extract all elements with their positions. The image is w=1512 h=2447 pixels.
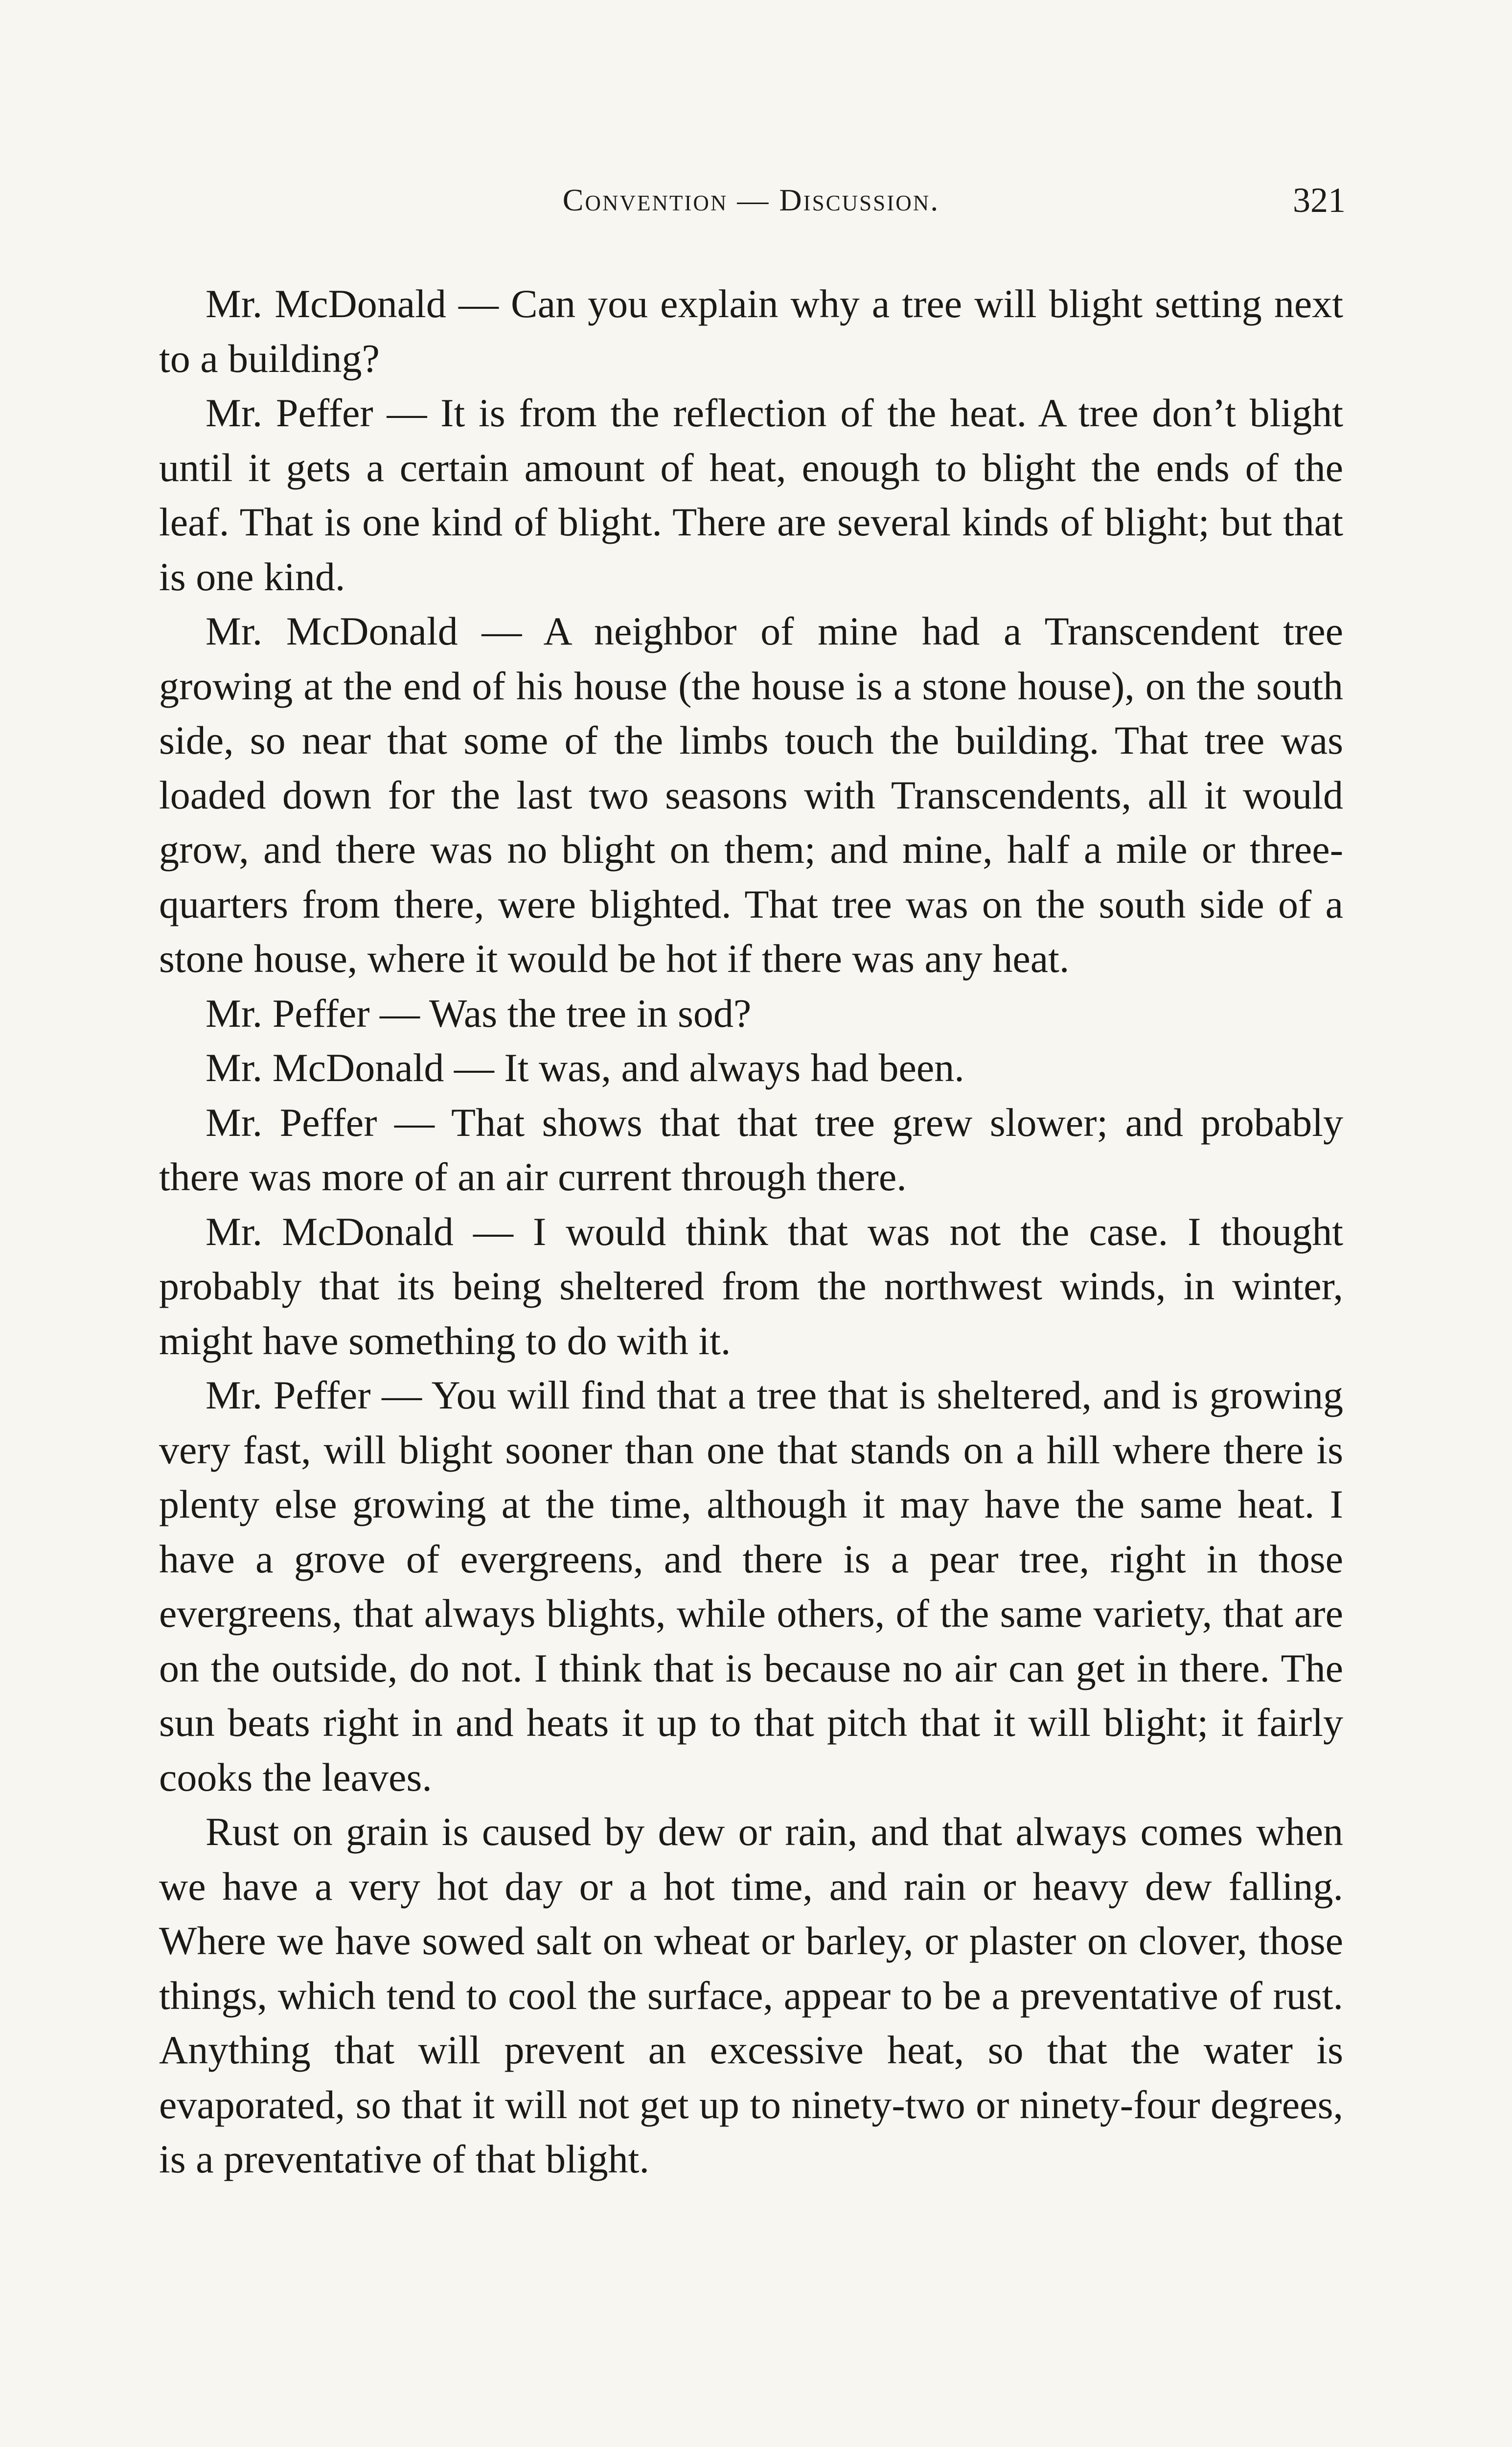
paragraph: Mr. Peffer — That shows that that tree grew slower; and probably there was more of an air current through there.	[159, 1100, 1343, 1199]
paragraph: Mr. Peffer — Was the tree in sod?	[206, 991, 752, 1036]
page-number: 321	[1293, 181, 1346, 220]
paragraph: Mr. McDonald — It was, and always had been.	[206, 1045, 964, 1090]
page-header	[157, 182, 1346, 236]
running-title: Convention — Discussion.	[562, 183, 940, 217]
paragraph: Mr. McDonald — Can you explain why a tree will blight setting next to a building?	[159, 281, 1343, 381]
paragraph: Rust on grain is caused by dew or rain, and that always comes when we have a very hot day or a hot time, and rain or heavy dew falling. Where we have sowed salt on wheat or barley, or plaster on clover, those things, which tend to cool the surface, appear to be a preventative of rust. Anything that will prevent an excessive heat, so that the water is evaporated, so that it will not get up to ninety-two or ninety-four degrees, is a preventative of that blight.	[159, 1809, 1343, 2181]
paragraph: Mr. Peffer — It is from the reflection of the heat. A tree don’t blight until it gets a certain amount of heat, enough to blight the ends of the leaf. That is one kind of blight. There are several kinds of blight; but that is one kind.	[159, 391, 1343, 599]
paragraph: Mr. McDonald — A neighbor of mine had a Transcendent tree growing at the end of his house (the house is a stone house), on the south side, so near that some of the limbs touch the building. That tree was loaded down for the last two seasons with Transcendents, all it would grow, and there was no blight on them; and mine, half a mile or three-quarters from there, were blighted. That tree was on the south side of a stone house, where it would be hot if there was any heat.	[159, 609, 1343, 981]
body-text	[159, 277, 1343, 2187]
paragraph: Mr. Peffer — You will find that a tree that is sheltered, and is growing very fast, will blight sooner than one that stands on a hill where there is plenty else growing at the time, although it may have the same heat. I have a grove of evergreens, and there is a pear tree, right in those evergreens, that always blights, while others, of the same variety, that are on the outside, do not. I think that is because no air can get in there. The sun beats right in and heats it up to that pitch that it will blight; it fairly cooks the leaves.	[159, 1373, 1343, 1800]
paragraph: Mr. McDonald — I would think that was not the case. I thought probably that its being sheltered from the northwest winds, in winter, might have something to do with it.	[159, 1209, 1343, 1363]
